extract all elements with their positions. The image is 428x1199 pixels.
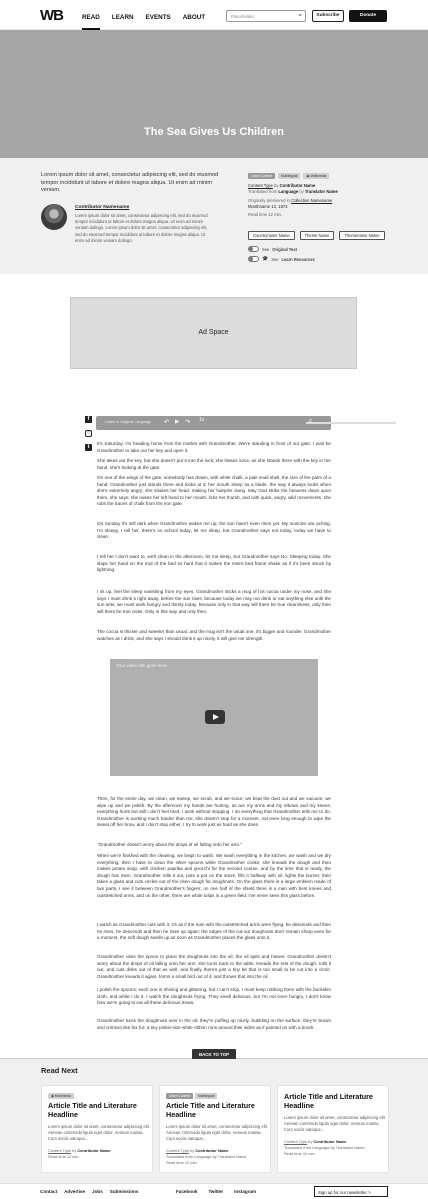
card-badges	[48, 1093, 74, 1099]
toggle-1-label: Original Text	[272, 246, 298, 252]
tag-list	[248, 231, 385, 240]
badge-multimedia-label: Multimedia	[310, 174, 327, 178]
read-next-card[interactable]	[41, 1085, 153, 1173]
footer-jobs-link[interactable]: Jobs	[92, 1189, 103, 1194]
author-bio: Lorem ipsum dolor sit amet, consectetur adipiscing elit, sed do eiusmod tempor incididunt ut labore et dolore magna aliqua. Ut enim ad minim veniam dolingo. Lorem ipsum dolor sit amet, consectetur adipiscing elit, sed do eiusmod tempor incididunt ut labore et dolore magna aliqua. Ut enim ad minim veniam dolingo.	[75, 213, 208, 243]
article-meta	[248, 183, 398, 218]
article-paragraph: On Sunday it's still dark when Grandmother wakes me up; the sun hasn't even risen yet. My muscles are aching, I'm sleepy, I tell her, there's no school today, let me sleep, but Grandmother says not today, today we have to clean.	[97, 521, 331, 540]
instagram-icon[interactable]: ○	[86, 430, 91, 436]
article-paragraph: She takes out the key, but she doesn't put it into the lock; she hisses once, as she stands there with the key in her hand, she's looking at the gate.	[97, 458, 331, 470]
original-text-toggle-row	[248, 246, 297, 252]
article-paragraph: On one of the wings of the gate, somebody has drawn, with white chalk, a pale snail shell, the size of the palm of a hand. Grandmother just stands there and looks at it; her mouth sharp as a blade, the way it always looks when she's extremely angry; she shakes her head, making her hairpins clang. May God strike the heavens down upon them, she says; she raises her left hand to her mouth, licks her thumb, and with quick, angry, wild movements, she rubs the traces of chalk from the iron gate.	[97, 475, 331, 507]
volume-icon[interactable]: ♬	[308, 418, 314, 424]
card-badges	[166, 1093, 217, 1099]
footer-links	[40, 1189, 138, 1194]
card-byline	[166, 1148, 268, 1153]
card-excerpt: Lorem ipsum dolor sit amet, consectetur adipiscing elit. Aenean commodo ligula eget dolor. Aenean massa. Cum sociis natoque...	[48, 1124, 150, 1141]
card-headline[interactable]: Article Title and Literature Headline	[284, 1092, 373, 1110]
hero-image	[0, 30, 428, 158]
article-paragraph: Then, for the entire day, we clean, we sweep, we scrub, and we scour; we beat the dust out and we vacuum; we wipe up and we polish. By the afternoon my hands are hurting, as are my arms and my elbows and my knees; everything hurts but still I don't feel tired, I work without stopping. I do everything that Grandmother tells me to do. Grandmother is working much harder than me, she doesn't stop for a moment, not even long enough to wipe the sweat off her brow, and I don't stop either, I try to work just as hard as she does.	[97, 796, 331, 828]
article-paragraph: It's Saturday. I'm heading home from the market with Grandmother. We're standing in front of our gate. I wait for Grandmother to take out her key and open it.	[97, 441, 331, 453]
graduation-cap-icon: 🎓	[262, 256, 269, 262]
donate-button[interactable]: Donate	[349, 10, 387, 22]
card-by: by	[72, 1148, 77, 1153]
card-content-type[interactable]: Content Type	[284, 1139, 308, 1144]
footer-social	[176, 1189, 256, 1194]
audio-label: Listen in Original Language	[105, 420, 152, 424]
collection-link[interactable]: Collection Namename	[291, 198, 333, 204]
article-intro	[0, 158, 428, 274]
card-read-time: Read time 12 min.	[166, 1160, 198, 1165]
author-name-link[interactable]: Contributor Namename	[75, 205, 130, 210]
tag-country[interactable]: Countryname Name	[248, 231, 295, 240]
site-footer	[0, 1183, 428, 1199]
card-badge: Learn Content	[166, 1093, 193, 1099]
footer-facebook-link[interactable]: Facebook	[176, 1189, 198, 1194]
contributor-link[interactable]: Contributor Name	[279, 183, 316, 188]
by-word-2: by	[299, 188, 304, 194]
site-header	[0, 0, 428, 30]
multimedia-icon: ◉	[51, 1094, 55, 1098]
footer-twitter-link[interactable]: Twitter	[208, 1189, 224, 1194]
card-translation: Translated from Language by Translator Name	[284, 1145, 365, 1150]
newsletter-signup-field[interactable]: Sign up for our newsletter >	[314, 1186, 388, 1197]
footer-contact-link[interactable]: Contact	[40, 1189, 58, 1194]
card-content-type[interactable]: Content Type	[166, 1148, 190, 1153]
ad-space: Ad Space	[70, 297, 357, 369]
card-by: by	[190, 1148, 195, 1153]
play-button-icon[interactable]	[205, 710, 225, 724]
playback-speed-icon[interactable]: 1x	[199, 417, 205, 423]
share-bar	[85, 416, 92, 451]
original-text-toggle[interactable]	[248, 246, 259, 252]
card-contributor[interactable]: Contributor Name	[195, 1148, 229, 1153]
read-next-card[interactable]	[277, 1085, 389, 1173]
author-avatar	[41, 204, 67, 230]
article-lede: Lorem ipsum dolor sit amet, consectetur adipiscing elit, sed do eiusmod tempor incididunt ut labore et dolore magna aliqua. Ut enim ad minim veniam.	[41, 172, 219, 194]
card-byline	[48, 1148, 150, 1153]
card-headline[interactable]: Article Title and Literature Headline	[48, 1101, 137, 1119]
card-by: by	[308, 1139, 313, 1144]
badge-learn-content: Learn Content	[248, 173, 275, 179]
footer-advertise-link[interactable]: Advertise	[64, 1189, 86, 1194]
content-badges	[248, 173, 329, 179]
badge-multimedia	[303, 173, 329, 179]
tag-theme[interactable]: Theme Name	[300, 231, 335, 240]
video-title: Your video title goes here	[116, 663, 167, 668]
footer-submissions-link[interactable]: Submissions	[109, 1189, 139, 1194]
search-icon[interactable]: ⌕	[298, 12, 302, 19]
card-read-time: Read time 12 min.	[284, 1151, 316, 1156]
audio-player[interactable]	[96, 416, 331, 430]
toggle-1-prefix: See	[262, 246, 270, 252]
card-content-type[interactable]: Content Type	[48, 1148, 72, 1153]
card-read-time: Read time 12 min.	[48, 1154, 80, 1159]
pull-quote: "Grandmother doesn't worry about the drops of oil falling onto her arm."	[97, 842, 242, 847]
nav-events[interactable]: EVENTS	[145, 14, 171, 21]
card-badge: Multilingual	[195, 1093, 218, 1099]
article-paragraph: I tell her I don't want to, we'll clean in the afternoon, let me sleep, but Grandmother says No. Sleeping today. She slaps her hand on the end of the bed so hard that it makes the entire bed frame shake as if it's been struck by lightning.	[97, 554, 331, 573]
back-to-top-button[interactable]: BACK TO TOP	[192, 1049, 236, 1061]
nav-about[interactable]: ABOUT	[182, 14, 206, 21]
language-link[interactable]: Language	[278, 188, 299, 194]
card-translation: Translated from Language by Translator Name	[166, 1154, 247, 1159]
card-headline[interactable]: Article Title and Literature Headline	[166, 1101, 255, 1119]
card-excerpt: Lorem ipsum dolor sit amet, consectetur adipiscing elit. Aenean commodo ligula eget dolor. Aenean massa. Cum sociis natoque...	[284, 1115, 386, 1132]
card-contributor[interactable]: Contributor Name	[313, 1139, 347, 1144]
facebook-icon[interactable]: f	[85, 416, 92, 423]
card-excerpt: Lorem ipsum dolor sit amet, consectetur adipiscing elit. Aenean commodo ligula eget dolor. Aenean massa. Cum sociis natoque...	[166, 1124, 268, 1141]
video-player[interactable]	[110, 659, 318, 776]
content-type-link[interactable]: Content Type	[248, 183, 273, 188]
meta-date: Monthname 12, 1872	[248, 203, 288, 209]
read-time: Read time 12 min.	[248, 212, 282, 218]
card-byline	[284, 1139, 386, 1144]
nav-learn[interactable]: LEARN	[111, 14, 134, 21]
audio-progress-bar[interactable]	[306, 422, 396, 424]
search-placeholder: Placeholder	[231, 14, 255, 19]
card-badge	[48, 1093, 74, 1099]
article-paragraph: Grandmother turns the doughnuts over in the oil; they're puffing up nicely, bubbling on the surface, they're brown and crimson like fox fur; a tiny pinkie-size white ribbon runs around their sides as if painted on with a brush.	[97, 1018, 331, 1030]
nav-read[interactable]: READ	[82, 0, 100, 30]
read-next-card[interactable]	[159, 1085, 271, 1173]
multimedia-icon: ◉	[306, 174, 311, 178]
rewind-icon[interactable]: ↶	[164, 419, 170, 426]
learn-resources-toggle[interactable]	[248, 256, 259, 262]
article-paragraph: When we're finished with the cleaning, we begin to wash. We wash everything in the kitchen, we wash and we dry everything, then I have to clean the silver spoons while Grandmother cooks; she kneads the dough and then makes potato soup, with chicken paprika and gnocchi for the second course, and by the time that is ready, the dough has risen. Grandmother rolls it out, puts a pot on the stove, fills it halfway with oil, lights the burner, then takes a glass and cuts circles out of the risen dough for doughnuts. On the glass there is a large emblem made of two parts, I see it between Grandmother's fingers; on one half of the shield there is a man with bent knees and outstretched arms, and on the other, there are white tulips in a green field. I've never seen this glass before.	[97, 853, 331, 898]
toggle-2-prefix: See	[271, 256, 279, 262]
site-logo[interactable]: WB	[40, 7, 63, 24]
premiered-label: Originally premiered in	[248, 198, 290, 204]
badge-multilingual: Multilingual	[278, 173, 301, 179]
card-badge-label: Multimedia	[54, 1094, 71, 1098]
article-paragraph: I watch as Grandmother cuts with it; it's as if the man with the outstretched arms were flying, he descends and then he rises, he descends and then he rises up again; the edges of the cut-out doughnuts don't remain sharp even for a moment, the soft dough swells up as soon as Grandmother places the glass onto it.	[97, 922, 331, 941]
page-title: The Sea Gives Us Children	[144, 126, 284, 138]
article-paragraph: I polish the spoons; each one is shining and glittering, but I can't stop, I must keep rubbing them with the buckskin cloth, and while I do it, I watch the doughnuts frying. They smell delicious, but I'm not even hungry, I don't know how we're going to eat all these delicious treats.	[97, 987, 331, 1006]
tag-theme-2[interactable]: Themename Name	[339, 231, 384, 240]
by-word: by	[274, 183, 279, 188]
forward-icon[interactable]: ↷	[185, 419, 191, 426]
footer-instagram-link[interactable]: Instagram	[234, 1189, 257, 1194]
article-paragraph: The cocoa is thicker and sweeter than usual, and the mug isn't the usual one, it's bigger and rounder. Grandmother watches as I drink, and she says I should drink it up nicely, it will give me strength.	[97, 629, 331, 641]
play-icon[interactable]: ▶	[175, 419, 180, 425]
card-contributor[interactable]: Contributor Name	[77, 1148, 111, 1153]
translated-from: Translated from	[248, 188, 278, 194]
toggle-2-label: Learn Resources	[281, 256, 315, 262]
read-next-title: Read Next	[41, 1066, 78, 1075]
article-paragraph: I sit up, feel the sleep vanishing from my eyes. Grandmother sticks a mug of hot cocoa under my nose, and she says I must drink it right away, before the sun rises, because today we may not drink or eat anything else until the sun sets, we must work hungry and thirsty today, because only in that way will there be true cleanliness, only then will there be true order. Only in this way and only then.	[97, 589, 331, 614]
translator-link[interactable]: Translator Name	[304, 188, 338, 194]
search-input[interactable]	[226, 10, 306, 22]
main-nav	[82, 0, 205, 30]
article-paragraph: Grandmother uses the spoon to place the doughnuts into the oil, the oil spits and hisses. Grandmother doesn't worry about the drops of oil falling onto her arm; she turns back to the table, kneads the rest of the dough, rolls it out, and cuts disks out of that as well, and finally there's just a tiny bit that is too small to be cut into a circle. Grandmother kneads it again, forms a small bird out of it, and throws that into the oil.	[97, 954, 331, 979]
subscribe-button[interactable]: Subscribe	[312, 10, 344, 22]
twitter-icon[interactable]: t	[85, 444, 92, 451]
learn-resources-toggle-row	[248, 256, 315, 262]
